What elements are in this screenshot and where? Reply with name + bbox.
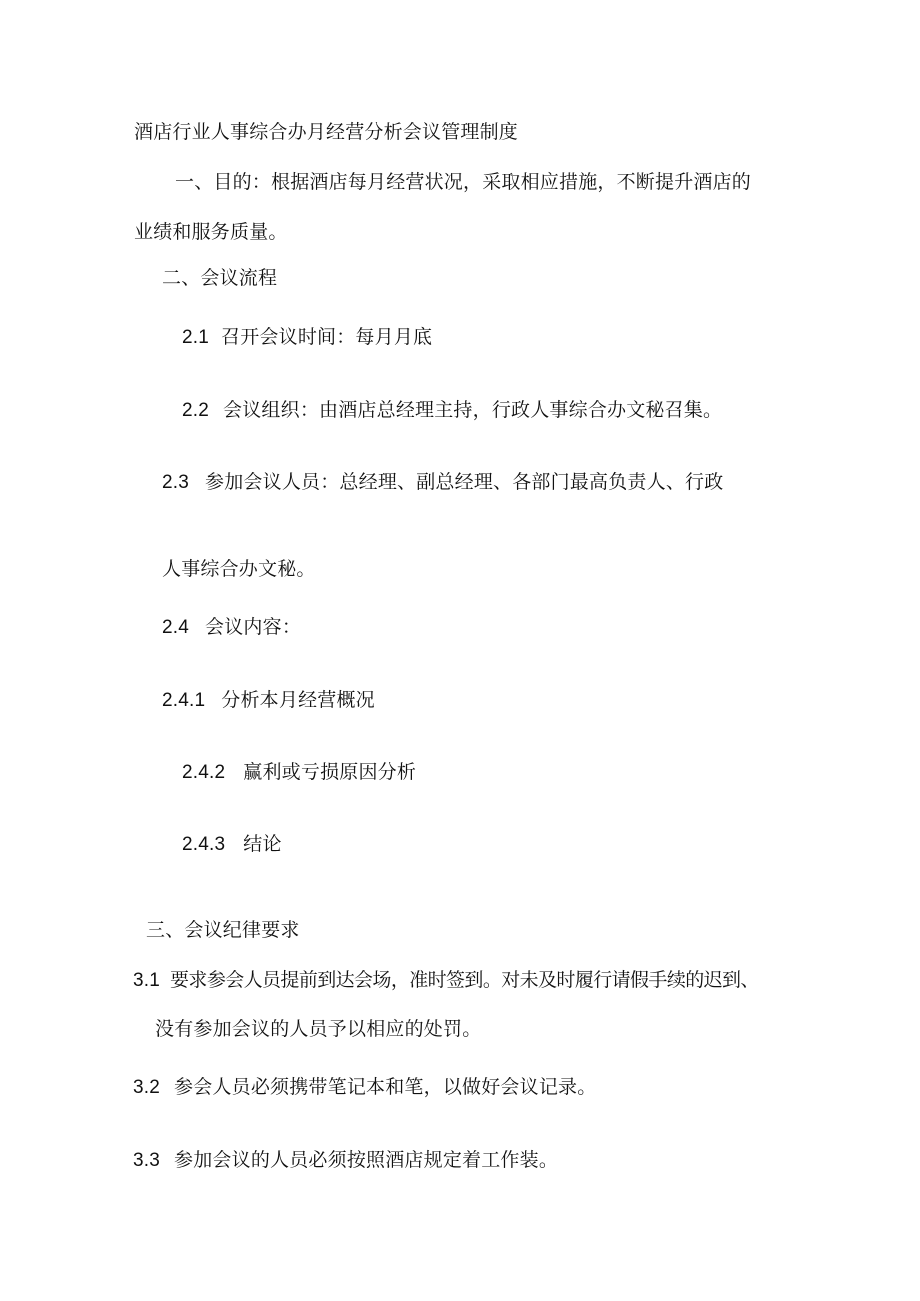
item-2-4-1 [162,688,375,713]
item-number: 2.4.1 [162,690,206,711]
document-title: 酒店行业人事综合办月经营分析会议管理制度 [134,121,519,143]
item-2-4-3 [182,832,282,857]
item-number: 2.2 [182,400,210,421]
item-3-3 [133,1148,558,1173]
item-number: 2.4.3 [182,834,226,855]
section1-purpose-line2: 业绩和服务质量。 [134,221,288,243]
section1-purpose-line1: 一、目的：根据酒店每月经营状况，采取相应措施，不断提升酒店的 [175,171,752,193]
item-2-4-2 [182,760,416,785]
item-number: 2.4 [162,617,190,638]
item-text: 结论 [243,833,282,855]
item-2-1 [182,325,432,350]
section2-heading: 二、会议流程 [162,267,278,289]
item-text: 分析本月经营概况 [221,689,375,711]
section3-heading: 三、会议纪律要求 [146,919,300,941]
item-number: 3.2 [133,1077,161,1098]
item-text: 赢利或亏损原因分析 [243,761,417,783]
item-number: 2.4.2 [182,762,226,783]
item-2-2 [182,398,722,423]
item-number: 2.3 [162,472,190,493]
item-number: 3.3 [133,1150,161,1171]
item-2-3 [162,470,723,495]
item-text: 会议内容： [205,616,302,638]
item-text: 参会人员必须携带笔记本和笔，以做好会议记录。 [174,1076,597,1098]
item-text: 要求参会人员提前到达会场，准时签到。对未及时履行请假手续的迟到、 [170,969,759,991]
item-3-1-continuation: 没有参加会议的人员予以相应的处罚。 [155,1018,482,1040]
item-3-1 [133,968,759,993]
item-3-2 [133,1075,596,1100]
item-number: 3.1 [133,970,161,991]
item-text: 会议组织：由酒店总经理主持，行政人事综合办文秘召集。 [223,399,723,421]
item-2-4 [162,615,301,640]
item-text: 召开会议时间：每月月底 [221,326,433,348]
item-2-3-continuation: 人事综合办文秘。 [162,558,316,580]
item-number: 2.1 [182,327,210,348]
item-text: 参加会议人员：总经理、副总经理、各部门最高负责人、行政 [205,471,724,493]
item-text: 参加会议的人员必须按照酒店规定着工作装。 [174,1149,559,1171]
